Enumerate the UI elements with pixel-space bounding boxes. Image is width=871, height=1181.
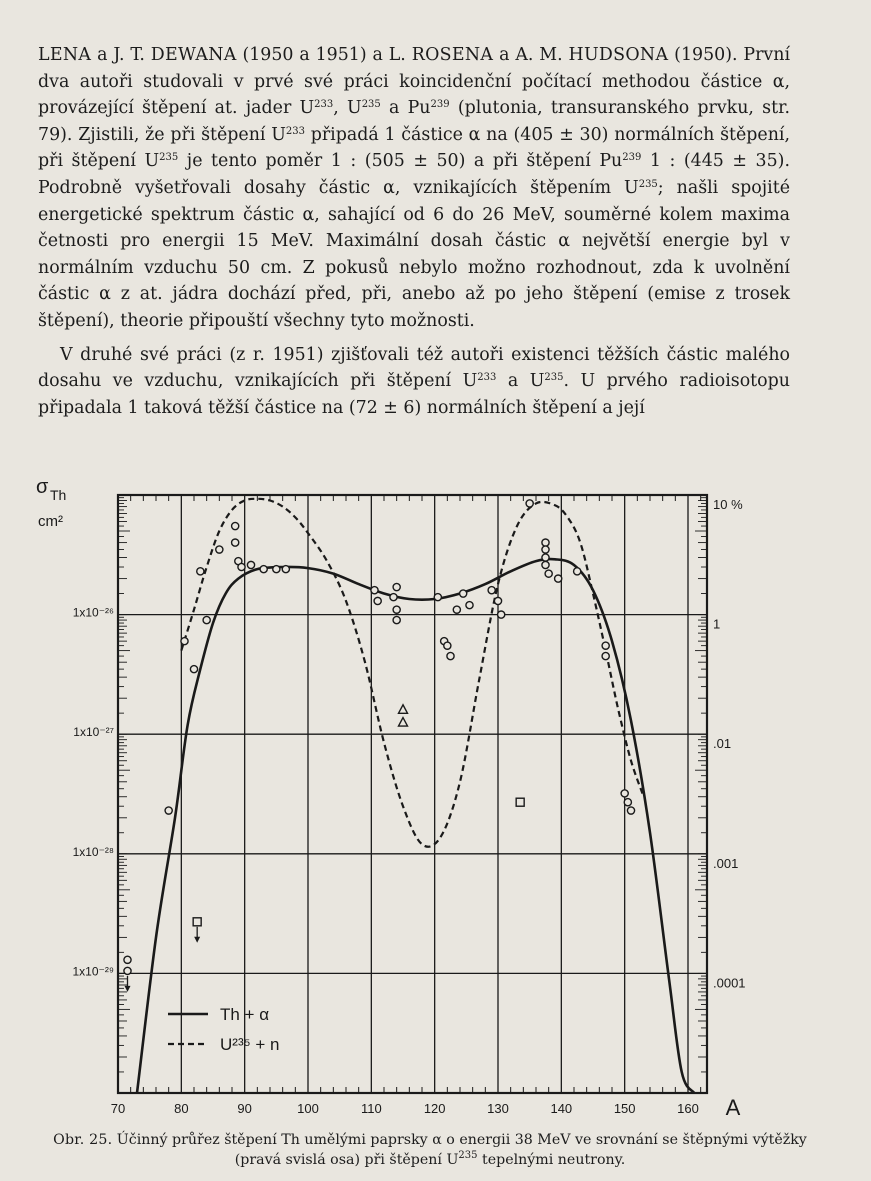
alpha-symbol: α <box>383 177 395 198</box>
y-tick-label-left: 1x10⁻²⁹ <box>72 964 114 979</box>
text-run: , provázející štěpení at. jader U <box>38 71 790 119</box>
y-tick-label-right: .0001 <box>713 975 746 991</box>
text-run: ; našli spojité energetické spektrum částic <box>38 177 790 225</box>
data-point-circle <box>526 500 533 507</box>
y-axis-label-sigma: σ <box>36 478 49 498</box>
figure-caption <box>40 1130 820 1170</box>
isotope-mass: 235 <box>638 178 658 190</box>
isotope-mass: 239 <box>622 152 642 164</box>
x-tick-label: 70 <box>110 1101 126 1116</box>
legend-label-th-alpha: Th + α <box>220 1005 270 1024</box>
data-point-circle <box>190 666 197 673</box>
text-run: (plutonia, transuranského prvku, str. 79). Zjistili, že při štěpení U <box>38 98 790 145</box>
paragraph-1 <box>38 42 790 335</box>
text-run: připadá 1 částice <box>304 124 469 145</box>
text-run: na (405 ± 30) normálních štěpení, při štěpení U <box>38 124 790 172</box>
x-tick-label: 140 <box>550 1101 573 1116</box>
data-point-circle <box>390 594 397 601</box>
text-run: , vznikajících štěpením U <box>394 177 639 198</box>
data-point-circle <box>282 566 289 573</box>
legend-label-u235-n: U²³⁵ + n <box>220 1035 280 1054</box>
data-point-circle <box>124 967 131 974</box>
figure-25 <box>30 478 820 1118</box>
data-point-circle <box>447 652 454 659</box>
data-point-circle <box>460 590 467 597</box>
y-tick-label-left: 1x10⁻²⁷ <box>73 725 114 740</box>
y-tick-label-right: .01 <box>713 736 732 752</box>
data-point-square <box>516 798 524 806</box>
data-point-circle <box>627 807 634 814</box>
y-axis-label-sub: Th <box>50 487 67 503</box>
cross-section-chart <box>30 478 820 1118</box>
x-tick-label: 150 <box>613 1101 636 1116</box>
data-point-circle <box>444 642 451 649</box>
x-tick-label: 100 <box>297 1101 319 1116</box>
text-run: největší energie byl v normálním vzduchu 50 cm. Z pokusů nebylo možno rozhodnout, zda k uvolnění částic <box>38 231 791 305</box>
x-tick-label: 90 <box>237 1101 252 1116</box>
x-tick-label: 120 <box>423 1101 446 1116</box>
text-run: a A. M. <box>493 45 569 65</box>
data-point-circle <box>197 568 204 575</box>
y-tick-label-left: 1x10⁻²⁸ <box>72 844 114 859</box>
alpha-symbol: α <box>99 284 111 305</box>
data-point-circle <box>247 561 254 568</box>
data-point-circle <box>393 583 400 590</box>
text-run: (1950). První dva autoři studovali v prvé své práci koincidenční počítací methodou částice <box>38 45 791 92</box>
data-point-circle <box>494 597 501 604</box>
text-run: , sahající od 6 do 26 MeV, souměrné kolem maxima četnosti pro energii 15 MeV. Maximální dosah částic <box>38 204 790 252</box>
isotope-mass: 235 <box>544 372 564 384</box>
body-text <box>38 42 790 421</box>
data-point-triangle <box>399 705 408 714</box>
y-tick-label-left: 1x10⁻²⁶ <box>72 605 114 620</box>
caption-text: o energii 38 MeV ve srovnání se štěpnými výtěžky (pravá svislá osa) při štěpení U <box>234 1132 807 1168</box>
isotope-mass: 233 <box>477 372 497 384</box>
data-point-circle <box>374 597 381 604</box>
text-run: a J. T. <box>91 45 151 65</box>
data-point-circle <box>232 522 239 529</box>
x-tick-label: 160 <box>677 1101 699 1116</box>
alpha-symbol: α <box>772 71 785 92</box>
y-tick-label-right: 1 <box>713 616 721 632</box>
text-run: je tento poměr 1 : (505 ± 50) a při štěpení Pu <box>178 151 623 172</box>
x-tick-label: 110 <box>360 1101 382 1116</box>
u235-yield-curve <box>181 499 643 847</box>
data-point-circle <box>498 611 505 618</box>
data-point-circle <box>555 575 562 582</box>
caption-text: Účinný průřez štěpení Th umělými paprsky <box>112 1132 433 1148</box>
data-point-circle <box>371 587 378 594</box>
y-axis-label-units: cm² <box>38 513 63 530</box>
y-tick-label-right: .001 <box>713 855 739 871</box>
text-run: , U <box>333 98 362 119</box>
text-run: z at. jádra dochází před, při, anebo až po jeho štěpení (emise z trosek štěpení), theorie připouští všechny tyto možnosti. <box>38 284 790 331</box>
x-tick-label: 80 <box>174 1101 189 1116</box>
text-run: (1950 a 1951) a L. <box>236 45 412 65</box>
alpha-symbol: α <box>468 124 481 145</box>
data-point-circle <box>124 956 131 963</box>
data-point-circle <box>216 546 223 553</box>
data-point-circle <box>545 570 552 577</box>
data-point-circle <box>260 566 267 573</box>
author-name: HUDSONA <box>568 45 669 65</box>
figure-label: Obr. 25. <box>53 1132 113 1148</box>
x-axis-label: A <box>725 1095 741 1118</box>
data-point-circle <box>624 799 631 806</box>
isotope-mass: 233 <box>314 99 334 111</box>
author-name: DEWANA <box>150 45 237 65</box>
plot-frame <box>118 495 707 1093</box>
data-point-circle <box>466 602 473 609</box>
data-point-circle <box>203 616 210 623</box>
paragraph-2 <box>38 342 790 422</box>
data-point-circle <box>542 546 549 553</box>
text-run: V druhé své práci (z r. 1951) zjišťovali též autoři existenci těžších částic malého dosahu ve vzduchu, vznikajících při štěpení U <box>38 344 790 392</box>
data-point-circle <box>393 606 400 613</box>
data-point-square <box>193 918 201 926</box>
author-name: ROSENA <box>411 45 494 65</box>
data-point-circle <box>238 563 245 570</box>
caption-text: tepelnými neutrony. <box>477 1152 626 1168</box>
data-point-circle <box>621 790 628 797</box>
upper-limit-arrow-head <box>194 937 200 943</box>
data-point-circle <box>393 616 400 623</box>
data-point-circle <box>542 561 549 568</box>
data-point-circle <box>542 554 549 561</box>
alpha-symbol: α <box>558 231 570 252</box>
isotope-mass: 235 <box>159 152 179 164</box>
data-point-circle <box>602 652 609 659</box>
author-name: LENA <box>38 45 92 65</box>
data-point-circle <box>488 587 495 594</box>
data-point-circle <box>273 566 280 573</box>
text-run: 1 : (445 ± 35). Podrobně vyšetřovali dosahy částic <box>38 151 790 198</box>
x-tick-label: 130 <box>487 1101 509 1116</box>
upper-limit-arrow-head <box>125 986 131 992</box>
data-point-circle <box>434 594 441 601</box>
text-run: . U prvého radioisotopu připadala 1 taková těžší částice na (72 ± 6) normálních štěpení a její <box>38 371 790 418</box>
data-point-circle <box>232 539 239 546</box>
data-point-circle <box>165 807 172 814</box>
text-run: a U <box>496 371 545 392</box>
alpha-symbol: α <box>432 1132 442 1148</box>
isotope-mass: 239 <box>430 99 450 111</box>
data-point-circle <box>574 568 581 575</box>
text-run: a Pu <box>380 98 431 119</box>
data-point-circle <box>602 642 609 649</box>
isotope-mass: 233 <box>285 125 305 137</box>
alpha-symbol: α <box>302 204 315 225</box>
data-point-circle <box>453 606 460 613</box>
data-point-circle <box>542 539 549 546</box>
data-point-triangle <box>399 718 408 727</box>
data-point-circle <box>181 638 188 645</box>
isotope-mass: 235 <box>458 1150 478 1161</box>
y-tick-label-right: 10 % <box>713 497 743 512</box>
isotope-mass: 235 <box>361 99 381 111</box>
